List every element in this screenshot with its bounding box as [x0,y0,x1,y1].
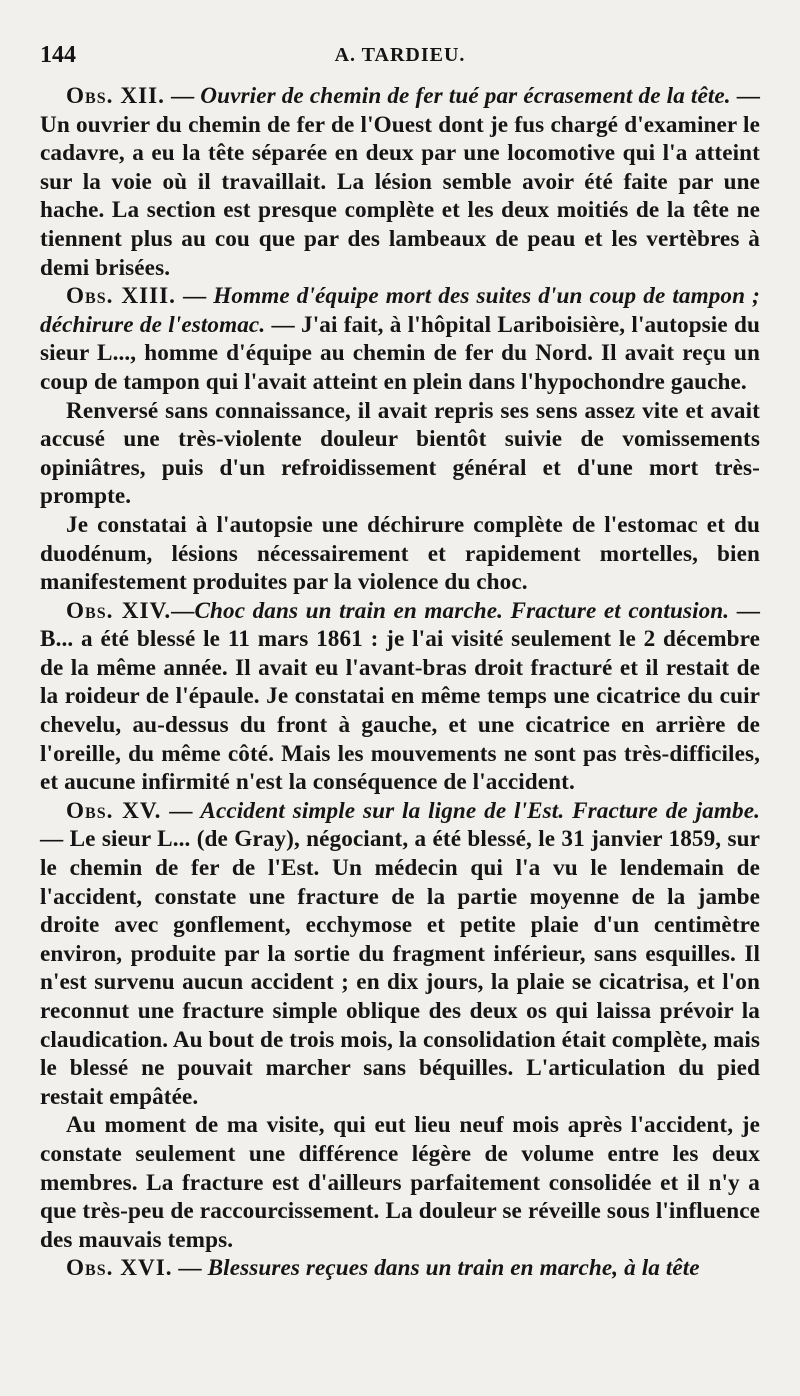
observation-label: Obs. XVI. [66,1255,173,1282]
body-text [40,82,760,1283]
observation-text: — Le sieur L... (de Gray), négociant, a été blessé, le 31 janvier 1859, sur le chemin de fer de l'Est. Un médecin qui l'a vu le lendemain de l'accident, constate une fracture de la partie moyenne de la jambe droite avec gonflement, ecchymose et petite plaie d'un centimètre environ, produite par la sortie du fragment inférieur, sans esquilles. Il n'est survenu aucun accident ; en dix jours, la plaie se cicatrisa, et l'on reconnut une fracture simple oblique des deux os qui laissa prévoir la claudication. Au bout de trois mois, la consolidation était complète, mais le blessé ne pouvait marcher sans béquilles. L'articulation du pied restait empâtée. [40,826,760,1110]
observation-title: Accident simple sur la ligne de l'Est. Fracture de jambe. [200,797,760,824]
observation-title: Ouvrier de chemin de fer tué par écrasement de la tête. [200,83,731,109]
observation-dash: — [172,1255,208,1282]
observation-label: Obs. XIII. [66,283,176,310]
running-title: A. TARDIEU. [334,44,466,66]
observation-dash: — [161,797,201,824]
observation-label: Obs. XIV. [66,597,172,624]
observation-text: — Un ouvrier du chemin de fer de l'Ouest dont je fus chargé d'examiner le cadavre, a eu la tête séparée en deux par une locomotive qui l'a atteint sur la voie où il travaillait. La lésion semble avoir été faite par une hache. La section est presque complète et les deux moitiés de la tête ne tiennent plus au cou que par des lambeaux de peau et les vertèbres à demi brisées. [40,83,761,281]
observation-16 [40,1254,760,1283]
observation-dash: — [171,597,195,624]
observation-text: — J'ai fait, à l'hôpital Lariboisière, l'autopsie du sieur L..., homme d'équipe au chemin de fer du Nord. Il avait reçu un coup de tampon qui l'avait atteint en plein dans l'hypochondre gauche. [40,311,760,395]
observation-dash: — [164,83,201,109]
observation-label: Obs. XII. [66,83,165,109]
paragraph: Au moment de ma visite, qui eut lieu neuf mois après l'accident, je constate seulement une différence légère de volume entre les deux membres. La fracture est d'ailleurs parfaitement consolidée et il n'y a que très-peu de raccourcissement. La douleur se réveille sous l'influence des mauvais temps. [40,1112,760,1253]
page-number: 144 [40,42,76,68]
paragraph: Je constatai à l'autopsie une déchirure complète de l'estomac et du duodénum, lésions nécessairement et rapidement mortelles, bien manifestement produites par la violence du choc. [40,511,760,596]
observation-title: Homme d'équipe mort des suites d'un coup de tampon ; déchirure de l'estomac. [40,283,760,338]
observation-text: — B... a été blessé le 11 mars 1861 : je l'ai visité seulement le 2 décembre de la même année. Il avait eu l'avant-bras droit fracturé et il restait de la roideur de l'épaule. Je constatai en même temps une cicatrice du cuir chevelu, au-dessus du front à gauche, et une cicatrice en arrière de l'oreille, du même côté. Mais les mouvements ne sont pas très-difficiles, et aucune infirmité n'est la conséquence de l'accident. [40,597,760,796]
observation-title: Blessures reçues dans un train en marche, à la tête [207,1255,700,1282]
paragraph: Renversé sans connaissance, il avait repris ses sens assez vite et avait accusé une très-violente douleur bientôt suivie de vomissements opiniâtres, puis d'un refroidissement général et d'une mort très-prompte. [40,397,760,510]
observation-title: Choc dans un train en marche. Fracture et contusion. [194,597,730,624]
observation-15 [40,797,760,1112]
running-head [40,38,760,82]
observation-dash: — [175,283,214,310]
observation-label: Obs. XV. [66,797,162,824]
observation-13 [40,282,760,396]
observation-14 [40,597,760,797]
observation-12 [40,82,760,282]
